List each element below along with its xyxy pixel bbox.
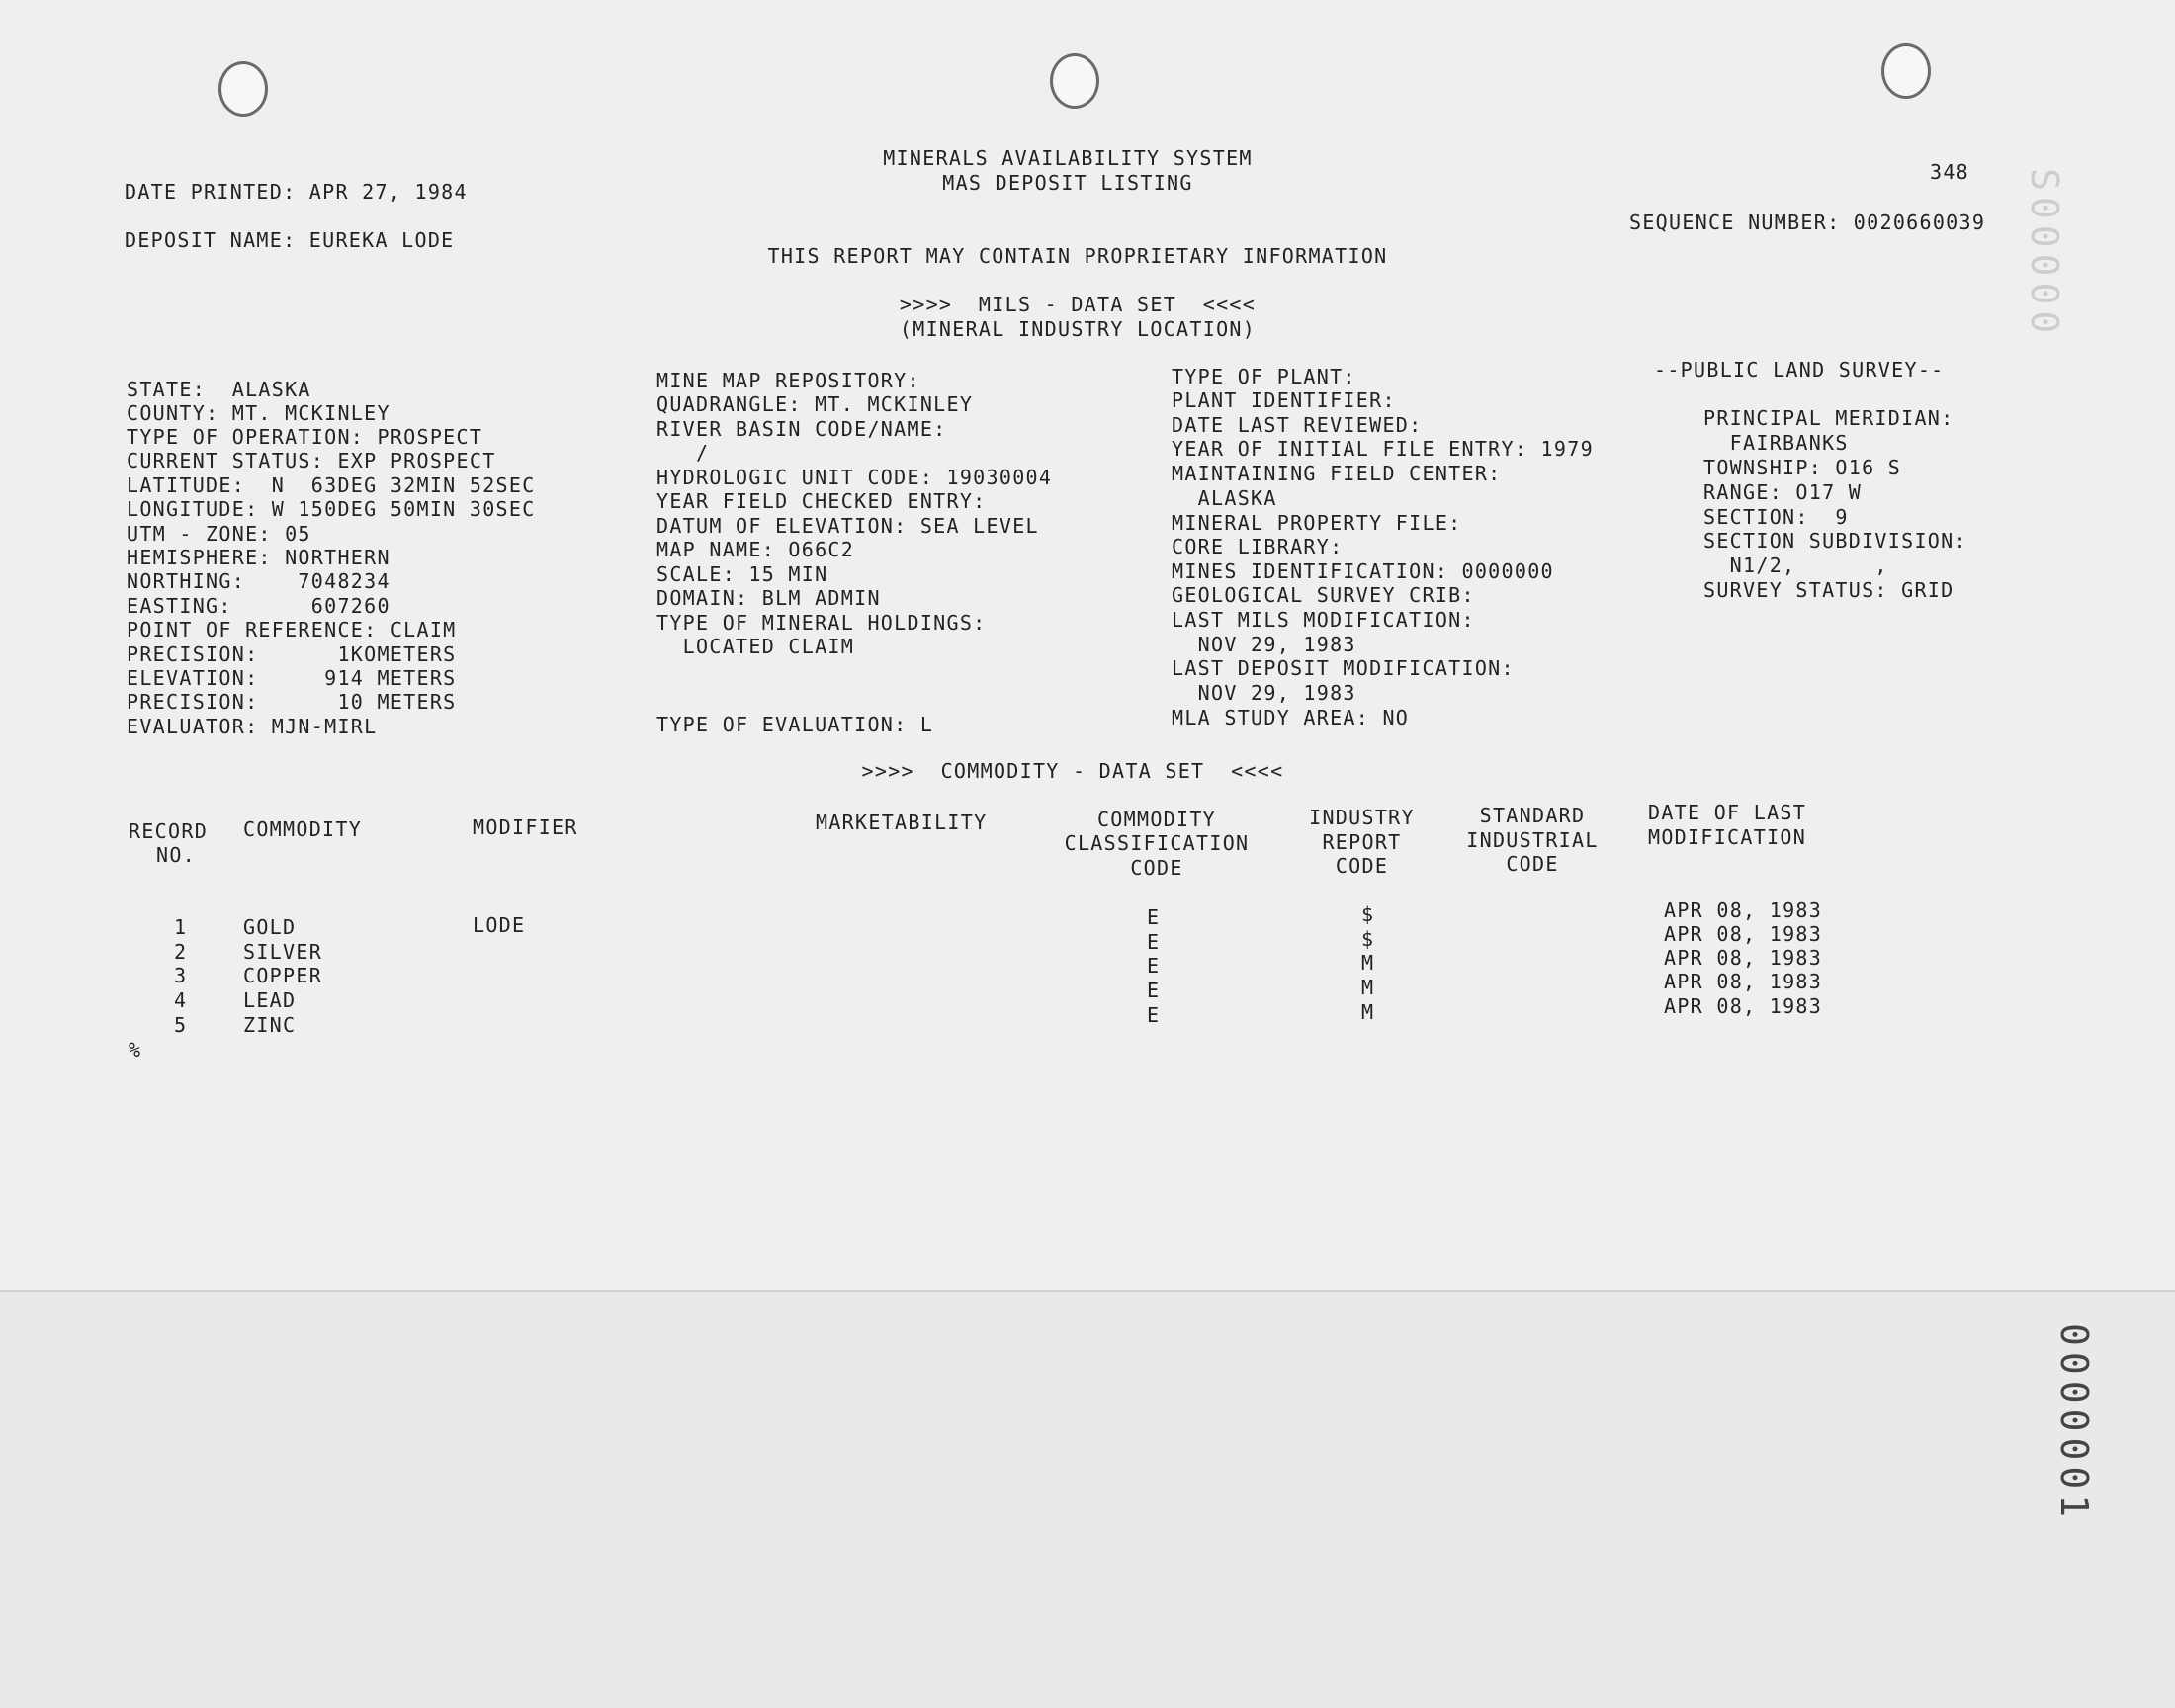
- row-industry-code: M: [1361, 951, 1375, 975]
- reference-point-field: POINT OF REFERENCE: CLAIM: [127, 618, 457, 641]
- commodity-title: >>>> COMMODITY - DATA SET <<<<: [861, 759, 1284, 783]
- mineral-holdings-value: LOCATED CLAIM: [656, 635, 855, 658]
- row-industry-code: M: [1361, 976, 1375, 999]
- page-number: 348: [1930, 160, 1970, 184]
- row-commodity: ZINC: [243, 1013, 297, 1037]
- mils-subtitle: (MINERAL INDUSTRY LOCATION): [899, 317, 1257, 341]
- header-industry-3: CODE: [1335, 854, 1389, 878]
- row-commodity: COPPER: [243, 964, 323, 987]
- row-modifier: LODE: [473, 913, 526, 937]
- header-class-2: CLASSIFICATION: [1064, 831, 1250, 855]
- mla-study-area-field: MLA STUDY AREA: NO: [1172, 706, 1410, 729]
- row-record-no: 1: [174, 915, 188, 939]
- row-date: APR 08, 1983: [1664, 922, 1823, 946]
- end-of-listing-mark: %: [129, 1038, 142, 1062]
- header-date-2: MODIFICATION: [1648, 825, 1807, 849]
- mils-title: >>>> MILS - DATA SET <<<<: [899, 293, 1257, 316]
- row-industry-code: M: [1361, 1000, 1375, 1024]
- last-deposit-mod-field: LAST DEPOSIT MODIFICATION:: [1172, 656, 1515, 680]
- map-name-field: MAP NAME: O66C2: [656, 538, 855, 561]
- row-class-code: E: [1147, 954, 1161, 978]
- row-date: APR 08, 1983: [1664, 994, 1823, 1018]
- survey-status-field: SURVEY STATUS: GRID: [1703, 578, 1955, 602]
- header-class-1: COMMODITY: [1096, 808, 1217, 831]
- deposit-name: DEPOSIT NAME: EUREKA LODE: [125, 228, 455, 252]
- row-commodity: SILVER: [243, 940, 323, 964]
- current-status-field: CURRENT STATUS: EXP PROSPECT: [127, 449, 496, 472]
- field-center-value: ALASKA: [1172, 486, 1277, 510]
- frame-number-stamp: 0000001: [2052, 1324, 2096, 1524]
- elevation-precision-field: PRECISION: 10 METERS: [127, 690, 457, 714]
- land-survey-title: --PUBLIC LAND SURVEY--: [1654, 358, 1945, 382]
- row-class-code: E: [1147, 1003, 1161, 1027]
- last-reviewed-field: DATE LAST REVIEWED:: [1172, 413, 1423, 437]
- principal-meridian-value: FAIRBANKS: [1703, 431, 1849, 455]
- field-checked-field: YEAR FIELD CHECKED ENTRY:: [656, 489, 987, 513]
- core-library-field: CORE LIBRARY:: [1172, 535, 1344, 558]
- row-class-code: E: [1147, 905, 1161, 929]
- property-file-field: MINERAL PROPERTY FILE:: [1172, 511, 1462, 535]
- row-class-code: E: [1147, 930, 1161, 954]
- last-mils-mod-value: NOV 29, 1983: [1172, 633, 1356, 656]
- initial-entry-field: YEAR OF INITIAL FILE ENTRY: 1979: [1172, 437, 1594, 461]
- county-field: COUNTY: MT. MCKINLEY: [127, 401, 391, 425]
- header-modifier: MODIFIER: [473, 815, 578, 839]
- header-standard-1: STANDARD: [1479, 804, 1586, 827]
- proprietary-notice: THIS REPORT MAY CONTAIN PROPRIETARY INFORMATION: [767, 244, 1388, 268]
- punch-hole-left: [218, 61, 268, 117]
- scale-field: SCALE: 15 MIN: [656, 562, 828, 586]
- punch-hole-right: [1881, 43, 1931, 99]
- punch-hole-center: [1050, 53, 1099, 109]
- river-basin-field: RIVER BASIN CODE/NAME:: [656, 417, 947, 441]
- scanner-background: [0, 1292, 2175, 1708]
- hemisphere-field: HEMISPHERE: NORTHERN: [127, 546, 391, 569]
- latitude-field: LATITUDE: N 63DEG 32MIN 52SEC: [127, 473, 536, 497]
- header-industry-1: INDUSTRY: [1309, 806, 1415, 829]
- date-printed: DATE PRINTED: APR 27, 1984: [125, 180, 468, 204]
- last-deposit-mod-value: NOV 29, 1983: [1172, 681, 1356, 705]
- range-field: RANGE: O17 W: [1703, 480, 1863, 504]
- header-class-3: CODE: [1130, 856, 1183, 880]
- header-commodity: COMMODITY: [243, 817, 363, 841]
- section-subdivision-value: N1/2, ,: [1703, 554, 1888, 577]
- row-record-no: 2: [174, 940, 188, 964]
- header-industry-2: REPORT: [1322, 830, 1402, 854]
- mines-id-field: MINES IDENTIFICATION: 0000000: [1172, 559, 1554, 583]
- row-record-no: 5: [174, 1013, 188, 1037]
- northing-field: NORTHING: 7048234: [127, 569, 391, 593]
- header-marketability: MARKETABILITY: [816, 811, 988, 834]
- evaluation-type-field: TYPE OF EVALUATION: L: [656, 713, 934, 736]
- header-standard-3: CODE: [1506, 852, 1559, 876]
- longitude-field: LONGITUDE: W 150DEG 50MIN 30SEC: [127, 497, 536, 521]
- quadrangle-field: QUADRANGLE: MT. MCKINLEY: [656, 392, 974, 416]
- row-date: APR 08, 1983: [1664, 946, 1823, 970]
- sequence-number: SEQUENCE NUMBER: 0020660039: [1629, 211, 1986, 234]
- section-subdivision-field: SECTION SUBDIVISION:: [1703, 529, 1967, 553]
- row-date: APR 08, 1983: [1664, 898, 1823, 922]
- row-class-code: E: [1147, 979, 1161, 1002]
- row-record-no: 4: [174, 988, 188, 1012]
- bleed-through-stamp: S00000: [2023, 168, 2066, 340]
- row-commodity: GOLD: [243, 915, 297, 939]
- state-field: STATE: ALASKA: [127, 378, 311, 401]
- plant-type-field: TYPE OF PLANT:: [1172, 365, 1356, 388]
- header-record-no: NO.: [156, 843, 197, 867]
- row-date: APR 08, 1983: [1664, 970, 1823, 993]
- row-commodity: LEAD: [243, 988, 297, 1012]
- header-record: RECORD: [129, 819, 209, 843]
- header-date-1: DATE OF LAST: [1648, 801, 1807, 824]
- row-industry-code: $: [1361, 927, 1375, 951]
- precision-field: PRECISION: 1KOMETERS: [127, 642, 457, 666]
- elevation-datum-field: DATUM OF ELEVATION: SEA LEVEL: [656, 514, 1039, 538]
- evaluator-field: EVALUATOR: MJN-MIRL: [127, 715, 378, 738]
- survey-crib-field: GEOLOGICAL SURVEY CRIB:: [1172, 583, 1475, 607]
- mine-map-repository: MINE MAP REPOSITORY:: [656, 369, 920, 392]
- row-record-no: 3: [174, 964, 188, 987]
- hydrologic-unit-field: HYDROLOGIC UNIT CODE: 19030004: [656, 466, 1053, 489]
- operation-type-field: TYPE OF OPERATION: PROSPECT: [127, 425, 483, 449]
- row-industry-code: $: [1361, 902, 1375, 926]
- last-mils-mod-field: LAST MILS MODIFICATION:: [1172, 608, 1475, 632]
- elevation-field: ELEVATION: 914 METERS: [127, 666, 457, 690]
- header-standard-2: INDUSTRIAL: [1466, 828, 1599, 852]
- system-title: MINERALS AVAILABILITY SYSTEM: [883, 146, 1253, 170]
- mineral-holdings-field: TYPE OF MINERAL HOLDINGS:: [656, 611, 987, 635]
- domain-field: DOMAIN: BLM ADMIN: [656, 586, 881, 610]
- section-field: SECTION: 9: [1703, 505, 1849, 529]
- township-field: TOWNSHIP: O16 S: [1703, 456, 1902, 479]
- principal-meridian-field: PRINCIPAL MERIDIAN:: [1703, 406, 1955, 430]
- easting-field: EASTING: 607260: [127, 594, 391, 618]
- utm-zone-field: UTM - ZONE: 05: [127, 522, 311, 546]
- river-basin-value: /: [656, 441, 710, 465]
- field-center-field: MAINTAINING FIELD CENTER:: [1172, 462, 1502, 485]
- listing-title: MAS DEPOSIT LISTING: [942, 171, 1193, 195]
- plant-identifier-field: PLANT IDENTIFIER:: [1172, 388, 1396, 412]
